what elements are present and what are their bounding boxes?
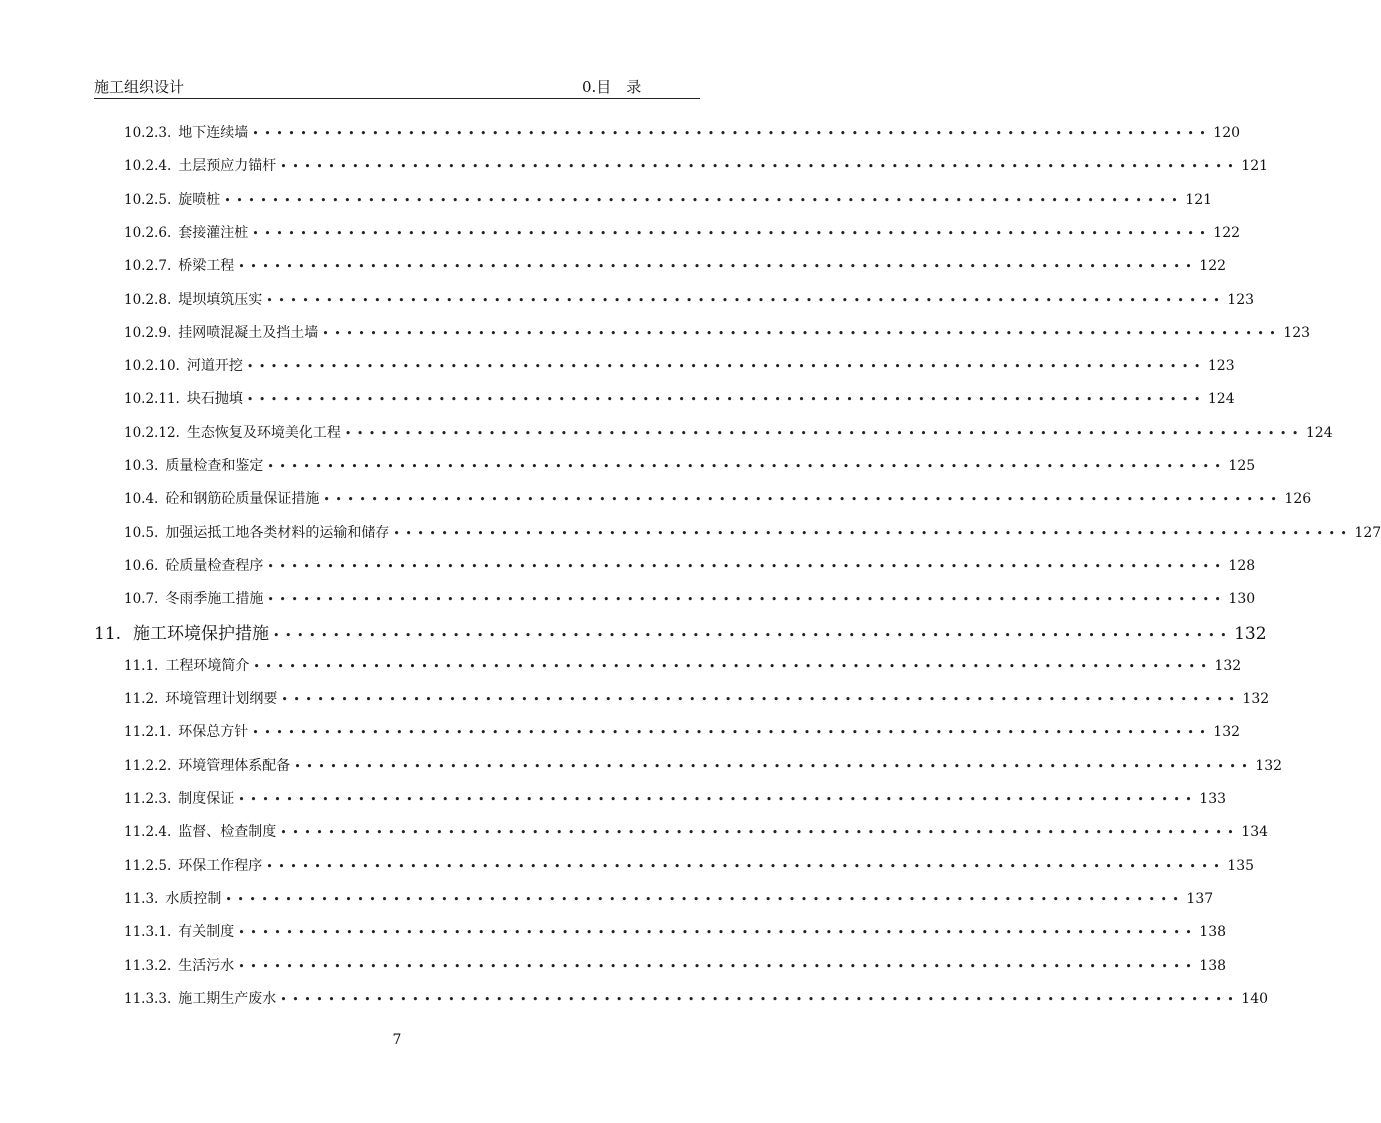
- toc-entry-number: 11.2.: [124, 691, 159, 708]
- dot-leader: ••••••••••••••••••••••••••••••••••••••••••••••••••••••••••••••••••••••••••••••••: [238, 959, 1198, 973]
- toc-entry-page: 125: [1228, 458, 1256, 474]
- dot-leader: ••••••••••••••••••••••••••••••••••••••••••••••••••••••••••••••••••••••••••••••••: [252, 226, 1212, 240]
- toc-entry[interactable]: [124, 322, 1311, 342]
- toc-entry-number: 10.2.7.: [124, 258, 172, 275]
- toc-entry[interactable]: [124, 555, 1256, 575]
- toc-entry-title: 工程环境简介: [165, 657, 250, 674]
- toc-entry-title: 环境管理计划纲要: [165, 691, 278, 708]
- toc-entry-number: 11.3.1.: [124, 924, 172, 941]
- dot-leader: ••••••••••••••••••••••••••••••••••••••••••••••••••••••••••••••••••••••••••••••••: [267, 593, 1227, 607]
- toc-entry-title: 生活污水: [178, 957, 235, 974]
- toc-entry-title: 监督、检查制度: [178, 824, 277, 841]
- toc-entry[interactable]: [124, 655, 1242, 675]
- toc-entry[interactable]: [124, 255, 1227, 275]
- toc-entry[interactable]: [124, 122, 1241, 142]
- toc-entry-page: 124: [1207, 391, 1235, 408]
- toc-entry[interactable]: [124, 522, 1381, 542]
- dot-leader: ••••••••••••••••••••••••••••••••••••••••••••••••••••••••••••••••••••••••••••••••: [280, 992, 1240, 1006]
- dot-leader: ••••••••••••••••••••••••••••••••••••••••••••••••••••••••••••••••••••••••••••••••: [246, 393, 1206, 407]
- toc-entry[interactable]: [124, 988, 1269, 1008]
- toc-entry-page: 124: [1305, 424, 1333, 441]
- toc-entry[interactable]: [124, 155, 1269, 175]
- dot-leader: ••••••••••••••••••••••••••••••••••••••••••••••••••••••••••••••••••••••••••••••••: [323, 493, 1283, 507]
- toc-entry-page: 120: [1213, 125, 1241, 141]
- toc-entry-page: 132: [1255, 757, 1283, 774]
- dot-leader: ••••••••••••••••••••••••••••••••••••••••••••••••••••••••••••••••••••••••••••••••: [344, 426, 1304, 440]
- dot-leader: ••••••••••••••••••••••••••••••••••••••••••••••••••••••••••••••••••••••••••••••••: [280, 826, 1240, 840]
- dot-leader: ••••••••••••••••••••••••••••••••••••••••••••••••••••••••••••••••••••••••••••••••: [238, 260, 1198, 274]
- toc-entry-number: 10.6.: [124, 557, 159, 574]
- toc-entry-page: 138: [1199, 924, 1227, 941]
- toc-entry-page: 132: [1214, 657, 1242, 674]
- toc-entry[interactable]: [124, 488, 1312, 508]
- dot-leader: ••••••••••••••••••••••••••••••••••••••••••••••••••••••••••••••••••••••••••••••••: [266, 859, 1226, 873]
- toc-entry-title: 块石抛填: [186, 391, 243, 408]
- toc-entry-title: 环保总方针: [178, 724, 249, 741]
- toc-entry-title: 生态恢复及环境美化工程: [186, 424, 341, 441]
- toc-entry-title: 环保工作程序: [178, 857, 263, 874]
- dot-leader: ••••••••••••••••••••••••••••••••••••••••••••••••••••••••••••••••••••••••••••••••: [224, 193, 1184, 207]
- toc-entry[interactable]: [124, 921, 1227, 941]
- toc-entry[interactable]: [124, 388, 1235, 408]
- toc-entry[interactable]: [124, 588, 1256, 608]
- toc-entry[interactable]: [124, 721, 1241, 741]
- toc-entry[interactable]: [124, 688, 1270, 708]
- toc-entry-page: 137: [1186, 890, 1214, 907]
- toc-entry-title: 砼质量检查程序: [165, 557, 264, 574]
- toc-entry-number: 10.5.: [124, 524, 159, 541]
- toc-entry[interactable]: [124, 189, 1213, 209]
- toc-entry-number: 10.2.5.: [124, 191, 172, 208]
- toc-entry-page: 122: [1199, 258, 1227, 275]
- toc-entry-page: 130: [1228, 591, 1256, 608]
- toc-entry-page: 132: [1213, 724, 1241, 741]
- toc-entry-page: 135: [1227, 857, 1255, 874]
- toc-entry-title: 旋喷桩: [178, 191, 221, 208]
- toc-entry-title: 地下连续墙: [178, 125, 249, 141]
- dot-leader: ••••••••••••••••••••••••••••••••••••••••••••••••••••••••••••••••••••••••••••••••: [322, 326, 1282, 340]
- toc-entry-number: 10.7.: [124, 591, 159, 608]
- toc-entry-number: 10.2.10.: [124, 358, 180, 375]
- dot-leader: ••••••••••••••••••••••••••••••••••••••••••••••••••••••••••••••••••••••••••••••••: [246, 360, 1206, 374]
- dot-leader: ••••••••••••••••••••••••••••••••••••••••••••••••••••••••••••••••••••••••••••••••: [294, 759, 1254, 773]
- toc-entry-title: 砼和钢筋砼质量保证措施: [165, 491, 320, 508]
- toc-entry[interactable]: [124, 289, 1255, 309]
- toc-entry-title: 套接灌注桩: [178, 224, 249, 241]
- toc-entry[interactable]: [124, 821, 1269, 841]
- toc-entry[interactable]: [124, 955, 1227, 975]
- toc-entry-page: 123: [1283, 324, 1311, 341]
- toc-entry[interactable]: [124, 855, 1255, 875]
- toc-entry-page: 128: [1228, 557, 1256, 574]
- toc-entry-page: 126: [1284, 491, 1312, 508]
- toc-entry-number: 10.2.4.: [124, 158, 172, 175]
- toc-entry-title: 水质控制: [165, 890, 222, 907]
- toc-entry-title: 土层预应力锚杆: [178, 158, 277, 175]
- toc-entry-number: 10.4.: [124, 491, 159, 508]
- toc-entry-title: 冬雨季施工措施: [165, 591, 264, 608]
- toc-entry[interactable]: [124, 422, 1333, 442]
- dot-leader: ••••••••••••••••••••••••••••••••••••••••••••••••••••••••••••••••••••••••••••••••: [238, 926, 1198, 940]
- toc-entry-title: 河道开挖: [186, 358, 243, 375]
- toc-entry-title: 施工环境保护措施: [133, 623, 270, 644]
- page-number: 7: [392, 1032, 402, 1048]
- toc-entry-title: 制度保证: [178, 791, 235, 807]
- dot-leader: ••••••••••••••••••••••••••••••••••••••••••••••••••••••••••••••••••••••••••••••••: [280, 160, 1240, 174]
- dot-leader: ••••••••••••••••••••••••••••••••••••••••••••••••••••••••••••••••••••••••••••••••: [253, 659, 1213, 673]
- header-section-title: 0.目 录: [582, 78, 642, 96]
- toc-entry-page: 121: [1185, 191, 1213, 208]
- toc-entry-page: 132: [1242, 691, 1270, 708]
- dot-leader: ••••••••••••••••••••••••••••••••••••••••••••••••••••••••••••••••••••••••••••••••: [281, 693, 1241, 707]
- dot-leader: ••••••••••••••••••••••••••••••••••••••••••••••••••••••••••••••••••••••••••••••••: [393, 526, 1353, 540]
- toc-entry-page: 123: [1227, 291, 1255, 308]
- toc-entry-number: 10.2.11.: [124, 391, 180, 408]
- toc-entry-title: 加强运抵工地各类材料的运输和储存: [165, 524, 390, 541]
- toc-entry-number: 11.: [94, 623, 122, 644]
- header-document-title: 施工组织设计: [94, 78, 185, 96]
- toc-entry-number: 11.2.5.: [124, 857, 172, 874]
- dot-leader: ••••••••••••••••••••••••••••••••••••••••••••••••••••••••••••••••••••••••••••••••: [266, 293, 1226, 307]
- toc-entry-number: 11.2.4.: [124, 824, 172, 841]
- toc-entry[interactable]: [124, 888, 1214, 908]
- toc-entry-title: 质量检查和鉴定: [165, 458, 264, 474]
- toc-entry-title: 有关制度: [178, 924, 235, 941]
- dot-leader: ••••••••••••••••••••••••••••••••••••••••••••••••••••••••••••••••••••••••••••••••: [225, 892, 1185, 906]
- toc-entry-number: 11.3.: [124, 890, 159, 907]
- toc-entry-number: 10.2.9.: [124, 324, 172, 341]
- toc-entry-title: 堤坝填筑压实: [178, 291, 263, 308]
- toc-entry-title: 桥梁工程: [178, 258, 235, 275]
- toc-entry-number: 11.2.2.: [124, 757, 172, 774]
- toc-entry[interactable]: [124, 222, 1241, 242]
- toc-entry-page: 134: [1241, 824, 1269, 841]
- toc-entry[interactable]: [124, 755, 1283, 775]
- toc-entry-number: 11.1.: [124, 657, 159, 674]
- toc-entry[interactable]: [94, 619, 1267, 644]
- toc-entry-number: 10.2.12.: [124, 424, 180, 441]
- dot-leader: ••••••••••••••••••••••••••••••••••••••••••••••••••••••••••••••••••••••••••••••••: [252, 127, 1212, 140]
- dot-leader: ••••••••••••••••••••••••••••••••••••••••••••••••••••••••••••••••••••••••••••••••: [273, 628, 1233, 642]
- toc-entry[interactable]: [124, 788, 1227, 808]
- toc-entry-number: 11.3.3.: [124, 990, 172, 1007]
- toc-entry-page: 121: [1241, 158, 1269, 175]
- toc-entry[interactable]: [124, 455, 1256, 475]
- toc-entry-number: 10.2.8.: [124, 291, 172, 308]
- toc-entry-title: 挂网喷混凝土及挡土墙: [178, 324, 319, 341]
- toc-entry-title: 施工期生产废水: [178, 990, 277, 1007]
- toc-entry-number: 11.2.3.: [124, 791, 172, 807]
- toc-entry-title: 环境管理体系配备: [178, 757, 291, 774]
- dot-leader: ••••••••••••••••••••••••••••••••••••••••••••••••••••••••••••••••••••••••••••••••: [267, 460, 1227, 473]
- toc-entry-page: 123: [1207, 358, 1235, 375]
- toc-entry-page: 132: [1234, 623, 1267, 644]
- toc-entry-number: 11.3.2.: [124, 957, 172, 974]
- toc-entry-number: 10.3.: [124, 458, 159, 474]
- toc-entry-number: 11.2.1.: [124, 724, 172, 741]
- toc-entry-number: 10.2.6.: [124, 224, 172, 241]
- toc-entry[interactable]: [124, 355, 1235, 375]
- dot-leader: ••••••••••••••••••••••••••••••••••••••••••••••••••••••••••••••••••••••••••••••••: [267, 559, 1227, 573]
- toc-entry-page: 140: [1241, 990, 1269, 1007]
- toc-entry-page: 133: [1199, 791, 1227, 807]
- toc-entry-page: 127: [1354, 524, 1381, 541]
- toc-entry-number: 10.2.3.: [124, 125, 172, 141]
- toc-entry-page: 138: [1199, 957, 1227, 974]
- dot-leader: ••••••••••••••••••••••••••••••••••••••••••••••••••••••••••••••••••••••••••••••••: [252, 726, 1212, 740]
- toc-entry-page: 122: [1213, 224, 1241, 241]
- dot-leader: ••••••••••••••••••••••••••••••••••••••••••••••••••••••••••••••••••••••••••••••••: [238, 793, 1198, 806]
